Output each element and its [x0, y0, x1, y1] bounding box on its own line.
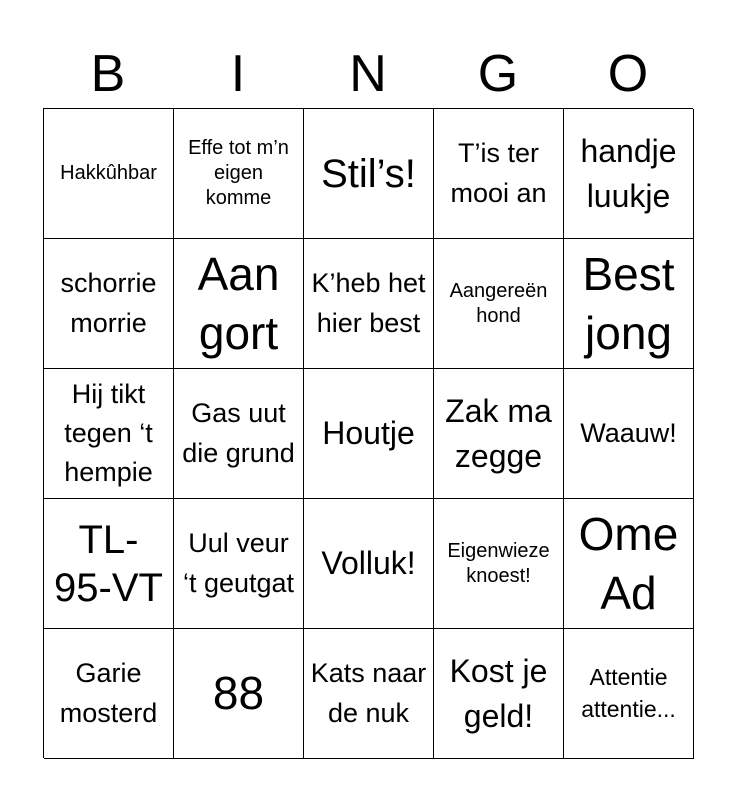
bingo-cell[interactable]	[434, 239, 564, 369]
cell-text: Hakkûhbar	[60, 162, 157, 184]
bingo-cell[interactable]	[174, 109, 304, 239]
cell-text: Eigenwieze knoest!	[447, 539, 550, 587]
bingo-cell[interactable]	[44, 109, 174, 239]
bingo-cell[interactable]	[174, 499, 304, 629]
bingo-grid	[43, 108, 693, 758]
bingo-cell[interactable]	[304, 369, 434, 499]
bingo-cell[interactable]	[44, 369, 174, 499]
bingo-cell[interactable]	[304, 109, 434, 239]
cell-text: T’is ter mooi an	[450, 138, 547, 208]
bingo-cell[interactable]	[564, 629, 694, 759]
cell-text: Kats naar de nuk	[310, 658, 427, 728]
header-letter-n: N	[349, 45, 387, 103]
cell-text: Kost je geld!	[449, 653, 548, 734]
cell-text: Aangereën hond	[449, 279, 548, 327]
bingo-cell[interactable]	[44, 629, 174, 759]
bingo-cell[interactable]	[174, 629, 304, 759]
cell-text: Garie mosterd	[59, 658, 158, 728]
bingo-cell[interactable]	[564, 239, 694, 369]
bingo-cell[interactable]	[44, 239, 174, 369]
cell-text: Stil’s!	[321, 151, 416, 196]
bingo-cell[interactable]	[434, 629, 564, 759]
cell-text: 88	[212, 667, 265, 720]
bingo-cell[interactable]	[174, 369, 304, 499]
bingo-cell[interactable]	[304, 499, 434, 629]
cell-text: Effe tot m’n eigen komme	[188, 137, 289, 209]
bingo-cell[interactable]	[174, 239, 304, 369]
cell-text: Houtje	[322, 415, 415, 452]
cell-text: Best jong	[582, 247, 675, 359]
cell-text: Waauw!	[580, 417, 677, 448]
bingo-cell[interactable]	[434, 369, 564, 499]
bingo-cell[interactable]	[304, 239, 434, 369]
cell-text: Uul veur ‘t geutgat	[182, 528, 295, 598]
bingo-cell[interactable]	[434, 109, 564, 239]
header-letter-o: O	[607, 45, 649, 103]
cell-text: schorrie morrie	[60, 268, 157, 338]
bingo-header	[43, 40, 693, 108]
header-letter-i: I	[230, 45, 246, 103]
bingo-cell[interactable]	[564, 499, 694, 629]
cell-text: Aan gort	[197, 247, 280, 359]
cell-text: TL-95-VT	[54, 517, 163, 610]
cell-text: handje luukje	[580, 133, 677, 214]
cell-text: Gas uut die grund	[182, 398, 295, 468]
bingo-cell[interactable]	[564, 369, 694, 499]
cell-text: K’heb het hier best	[311, 268, 426, 338]
cell-text: Hij tikt tegen ‘t hempie	[64, 378, 153, 488]
bingo-cell[interactable]	[434, 499, 564, 629]
bingo-cell[interactable]	[564, 109, 694, 239]
header-letter-b: B	[90, 45, 126, 103]
bingo-cell[interactable]	[44, 499, 174, 629]
cell-text: Zak ma zegge	[445, 393, 552, 474]
cell-text: Volluk!	[321, 545, 416, 582]
header-letter-g: G	[477, 45, 519, 103]
cell-text: Attentie attentie...	[581, 664, 676, 722]
cell-text: Ome Ad	[578, 507, 679, 619]
bingo-cell[interactable]	[304, 629, 434, 759]
